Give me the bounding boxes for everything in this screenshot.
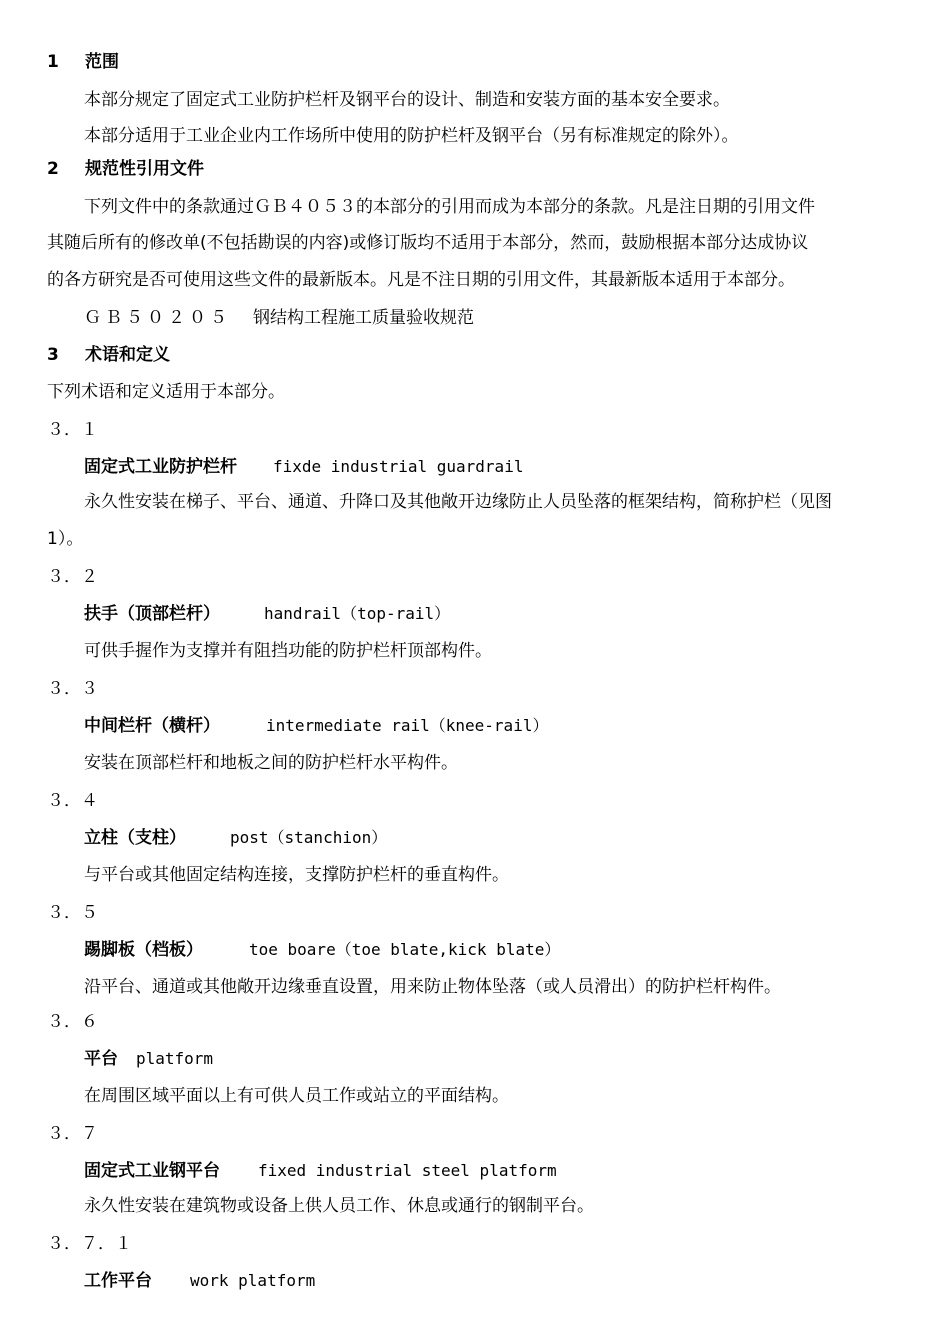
term-chinese: 踢脚板（档板） [84,940,203,960]
term-chinese: 固定式工业防护栏杆 [84,457,237,477]
scope-paragraph-1: 本部分规定了固定式工业防护栏杆及钢平台的设计、制造和安装方面的基本安全要求。 [84,90,730,110]
term-heading [84,604,450,624]
references-line-3: 的各方研究是否可使用这些文件的最新版本。凡是不注日期的引用文件，其最新版本适用于本部分。 [47,270,795,290]
term-chinese: 平台 [84,1049,118,1069]
references-line-2: 其随后所有的修改单(不包括勘误的内容)或修订版均不适用于本部分，然而，鼓励根据本部分达成协议 [47,233,809,253]
term-english: work platform [190,1271,316,1290]
term-heading [84,1049,213,1069]
term-heading [84,1161,557,1181]
term-heading [84,940,560,960]
term-definition-continued: 1）。 [47,529,84,549]
term-chinese: 固定式工业钢平台 [84,1161,220,1181]
term-definition: 永久性安装在梯子、平台、通道、升降口及其他敞开边缘防止人员坠落的框架结构，简称护栏（见图 [84,492,832,512]
term-english: toe boare（toe blate,kick blate） [249,940,561,959]
term-heading [84,1271,315,1291]
term-definition: 可供手握作为支撑并有阻挡功能的防护栏杆顶部构件。 [84,641,492,661]
term-heading [84,457,523,477]
term-definition: 永久性安装在建筑物或设备上供人员工作、休息或通行的钢制平台。 [84,1196,594,1216]
term-english: fixed industrial steel platform [258,1161,557,1180]
references-line-1: 下列文件中的条款通过ＧＢ４０５３的本部分的引用而成为本部分的条款。凡是注日期的引用文件 [84,197,815,217]
section-title: 规范性引用文件 [85,159,204,179]
term-english: fixde industrial guardrail [273,457,524,476]
section-heading-scope [47,52,119,72]
term-english: handrail（top-rail） [264,604,451,623]
term-heading [84,828,387,848]
term-number: ３．２ [47,567,98,587]
term-definition: 安装在顶部栏杆和地板之间的防护栏杆水平构件。 [84,753,458,773]
section-title: 术语和定义 [85,345,170,365]
term-chinese: 扶手（顶部栏杆） [84,604,220,624]
term-definition: 沿平台、通道或其他敞开边缘垂直设置，用来防止物体坠落（或人员滑出）的防护栏杆构件。 [84,977,781,997]
section-title: 范围 [85,52,119,72]
scope-paragraph-2: 本部分适用于工业企业内工作场所中使用的防护栏杆及钢平台（另有标准规定的除外）。 [84,126,739,146]
term-chinese: 工作平台 [84,1271,152,1291]
term-number: ３．４ [47,791,98,811]
term-number: ３．６ [47,1012,98,1032]
section-number: 3 [47,345,59,365]
term-definition: 在周围区域平面以上有可供人员工作或站立的平面结构。 [84,1086,509,1106]
term-heading [84,716,548,736]
section-heading-terms [47,345,170,365]
term-chinese: 立柱（支柱） [84,828,186,848]
term-number: ３．７．１ [47,1234,132,1254]
term-definition: 与平台或其他固定结构连接，支撑防护栏杆的垂直构件。 [84,865,509,885]
term-english: post（stanchion） [230,828,388,847]
term-number: ３．５ [47,903,98,923]
terms-intro: 下列术语和定义适用于本部分。 [47,382,285,402]
section-number: 2 [47,159,59,179]
standard-title: 钢结构工程施工质量验收规范 [253,308,474,328]
standard-code: ＧＢ５０２０５ [84,308,231,328]
term-chinese: 中间栏杆（横杆） [84,716,220,736]
term-number: ３．７ [47,1124,98,1144]
section-number: 1 [47,52,59,72]
term-english: platform [136,1049,214,1068]
term-number: ３．３ [47,679,98,699]
term-english: intermediate rail（knee-rail） [266,716,549,735]
term-number: ３．１ [47,420,98,440]
reference-standard [84,308,474,328]
section-heading-references [47,159,204,179]
